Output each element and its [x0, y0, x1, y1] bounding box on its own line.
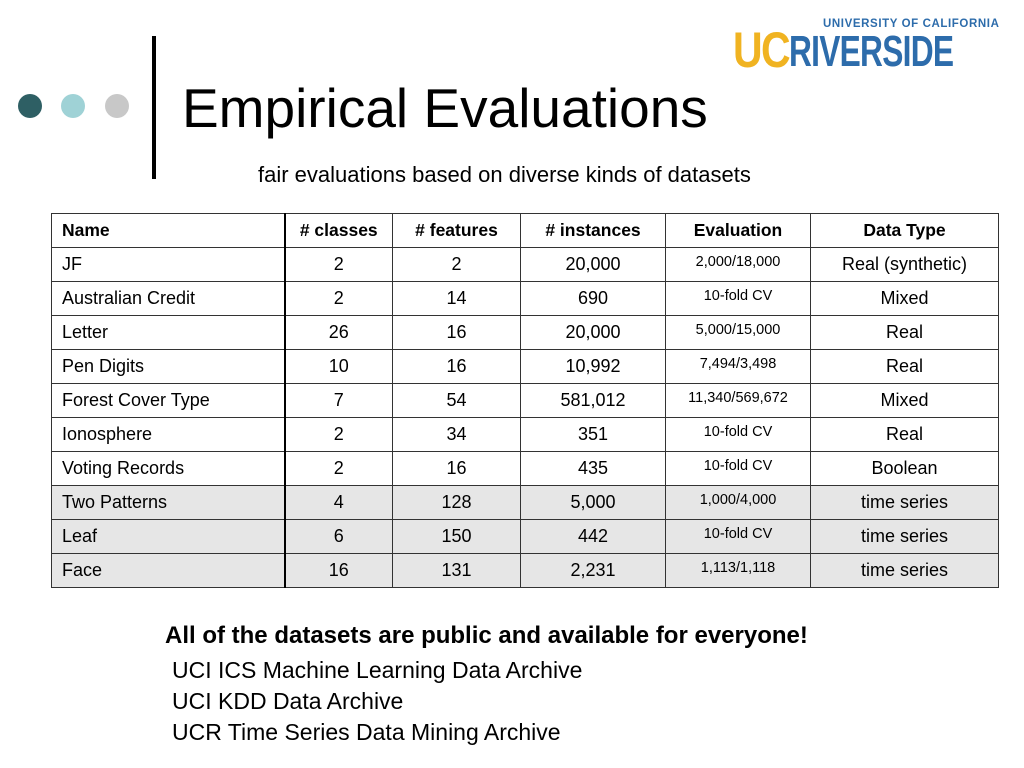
cell-features: 16 [393, 452, 521, 486]
cell-name: JF [52, 248, 285, 282]
table-row [52, 452, 999, 486]
cell-name: Voting Records [52, 452, 285, 486]
public-datasets-statement: All of the datasets are public and available for everyone! [165, 622, 808, 649]
title-divider [152, 36, 156, 179]
cell-evaluation: 10-fold CV [666, 520, 811, 554]
header-evaluation: Evaluation [666, 214, 811, 248]
cell-instances: 581,012 [521, 384, 666, 418]
cell-data-type: Real [811, 418, 999, 452]
cell-data-type: time series [811, 554, 999, 588]
cell-evaluation: 2,000/18,000 [666, 248, 811, 282]
cell-classes: 10 [285, 350, 393, 384]
table-row [52, 520, 999, 554]
logo-university-text: UNIVERSITY OF CALIFORNIA [823, 18, 1000, 30]
table-row [52, 316, 999, 350]
cell-evaluation: 11,340/569,672 [666, 384, 811, 418]
logo-riverside-text: RIVERSIDE [789, 27, 954, 76]
cell-classes: 4 [285, 486, 393, 520]
cell-data-type: Real (synthetic) [811, 248, 999, 282]
cell-features: 131 [393, 554, 521, 588]
table-row [52, 418, 999, 452]
cell-data-type: Boolean [811, 452, 999, 486]
cell-name: Pen Digits [52, 350, 285, 384]
cell-evaluation: 1,000/4,000 [666, 486, 811, 520]
cell-instances: 435 [521, 452, 666, 486]
cell-instances: 20,000 [521, 316, 666, 350]
cell-evaluation: 10-fold CV [666, 282, 811, 316]
bullet-dot-dark [18, 94, 42, 118]
cell-features: 16 [393, 316, 521, 350]
cell-features: 14 [393, 282, 521, 316]
cell-classes: 2 [285, 248, 393, 282]
cell-data-type: time series [811, 520, 999, 554]
cell-features: 54 [393, 384, 521, 418]
cell-name: Leaf [52, 520, 285, 554]
header-name: Name [52, 214, 285, 248]
table-row [52, 248, 999, 282]
cell-name: Forest Cover Type [52, 384, 285, 418]
logo-uc-text: UC [733, 22, 789, 78]
cell-classes: 2 [285, 418, 393, 452]
cell-evaluation: 1,113/1,118 [666, 554, 811, 588]
archive-uci-ml: UCI ICS Machine Learning Data Archive [172, 657, 583, 683]
cell-evaluation: 10-fold CV [666, 418, 811, 452]
table-row [52, 384, 999, 418]
cell-classes: 26 [285, 316, 393, 350]
cell-classes: 16 [285, 554, 393, 588]
bullet-dot-light [61, 94, 85, 118]
header-features: # features [393, 214, 521, 248]
cell-name: Australian Credit [52, 282, 285, 316]
table-row [52, 486, 999, 520]
cell-instances: 20,000 [521, 248, 666, 282]
cell-classes: 7 [285, 384, 393, 418]
ucr-logo [733, 16, 1005, 76]
cell-instances: 10,992 [521, 350, 666, 384]
cell-name: Face [52, 554, 285, 588]
bullet-dot-grey [105, 94, 129, 118]
cell-evaluation: 7,494/3,498 [666, 350, 811, 384]
cell-data-type: Mixed [811, 282, 999, 316]
cell-name: Letter [52, 316, 285, 350]
slide-subtitle: fair evaluations based on diverse kinds of datasets [258, 162, 751, 187]
cell-features: 2 [393, 248, 521, 282]
cell-name: Two Patterns [52, 486, 285, 520]
header-data-type: Data Type [811, 214, 999, 248]
cell-instances: 351 [521, 418, 666, 452]
table-header-row [52, 214, 999, 248]
cell-instances: 5,000 [521, 486, 666, 520]
table-row [52, 350, 999, 384]
cell-instances: 690 [521, 282, 666, 316]
slide-title: Empirical Evaluations [182, 77, 708, 139]
cell-features: 128 [393, 486, 521, 520]
header-instances: # instances [521, 214, 666, 248]
header-classes: # classes [285, 214, 393, 248]
cell-data-type: Real [811, 316, 999, 350]
table-row [52, 282, 999, 316]
cell-features: 150 [393, 520, 521, 554]
cell-instances: 442 [521, 520, 666, 554]
cell-evaluation: 10-fold CV [666, 452, 811, 486]
cell-classes: 2 [285, 282, 393, 316]
cell-features: 34 [393, 418, 521, 452]
archive-ucr-time-series: UCR Time Series Data Mining Archive [172, 719, 561, 745]
cell-features: 16 [393, 350, 521, 384]
table-row [52, 554, 999, 588]
cell-evaluation: 5,000/15,000 [666, 316, 811, 350]
cell-classes: 6 [285, 520, 393, 554]
cell-data-type: time series [811, 486, 999, 520]
datasets-table [51, 213, 999, 588]
cell-classes: 2 [285, 452, 393, 486]
cell-instances: 2,231 [521, 554, 666, 588]
cell-data-type: Mixed [811, 384, 999, 418]
cell-name: Ionosphere [52, 418, 285, 452]
archive-uci-kdd: UCI KDD Data Archive [172, 688, 404, 714]
cell-data-type: Real [811, 350, 999, 384]
